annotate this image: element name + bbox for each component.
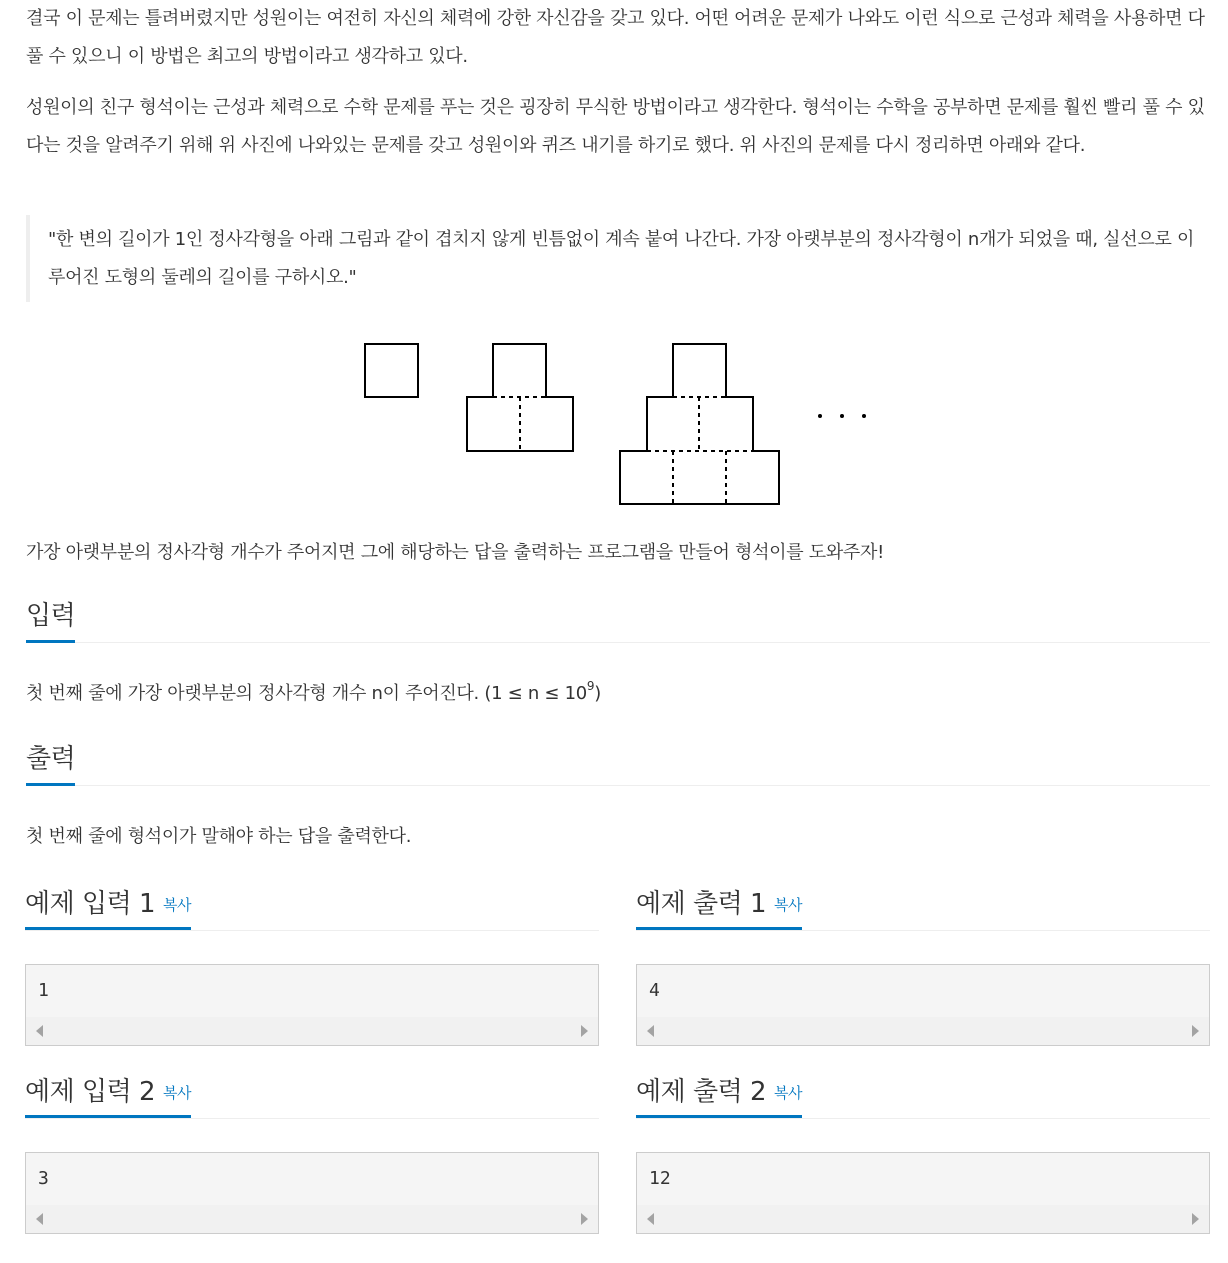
horizontal-scrollbar[interactable] <box>26 1017 598 1045</box>
problem-paragraph-1: 결국 이 문제는 틀려버렸지만 성원이는 여전히 자신의 체력에 강한 자신감을 갖고 있다. 어떤 어려운 문제가 나와도 이런 식으로 근성과 체력을 사용하면 다 풀 수 있으니 이 방법은 최고의 방법이라고 생각하고 있다. <box>26 8 1205 67</box>
output-section-header <box>26 739 1210 786</box>
problem-paragraph-2: 성원이의 친구 형석이는 근성과 체력으로 수학 문제를 푸는 것은 굉장히 무식한 방법이라고 생각한다. 형석이는 수학을 공부하면 문제를 훨씬 빨리 풀 수 있다는 것을 알려주기 위해 위 사진에 나와있는 문제를 갖고 성원이와 퀴즈 내기를 하기로 했다. 위 사진의 문제를 다시 정리하면 아래와 같다. <box>26 97 1205 156</box>
copy-button[interactable]: 복사 <box>774 896 803 914</box>
sample-input-1 <box>25 884 599 1001</box>
input-description-text: 첫 번째 줄에 가장 아랫부분의 정사각형 개수 n이 주어진다. (1 ≤ n ≤ 10 <box>26 683 587 704</box>
copy-button[interactable]: 복사 <box>163 1084 192 1102</box>
square-stack-diagram <box>26 330 1210 520</box>
horizontal-scrollbar[interactable] <box>637 1205 1209 1233</box>
input-section-title: 입력 <box>26 596 75 643</box>
scroll-left-icon[interactable] <box>647 1025 654 1037</box>
input-exponent: 9 <box>586 679 595 693</box>
sample-output-1-value: 4 <box>649 980 660 1001</box>
sample-output-1-header <box>636 884 1210 931</box>
ellipsis-dots <box>818 414 866 418</box>
sample-input-1-title: 예제 입력 1 <box>25 889 156 919</box>
square-stack-figure <box>26 330 1210 520</box>
scroll-left-icon[interactable] <box>647 1213 654 1225</box>
scroll-left-icon[interactable] <box>36 1025 43 1037</box>
scroll-right-icon[interactable] <box>581 1025 588 1037</box>
sample-input-2-box[interactable] <box>25 1152 599 1234</box>
input-description-close: ) <box>594 683 601 704</box>
sample-output-1-box[interactable] <box>636 964 1210 1046</box>
scroll-right-icon[interactable] <box>1192 1025 1199 1037</box>
sample-output-2-title: 예제 출력 2 <box>636 1077 767 1107</box>
sample-input-1-box[interactable] <box>25 964 599 1046</box>
problem-paragraph-3: 가장 아랫부분의 정사각형 개수가 주어지면 그에 해당하는 답을 출력하는 프로그램을 만들어 형석이를 도와주자! <box>26 542 885 563</box>
horizontal-scrollbar[interactable] <box>26 1205 598 1233</box>
sample-output-1-title: 예제 출력 1 <box>636 889 767 919</box>
sample-output-2-value: 12 <box>649 1168 671 1189</box>
sample-input-2-header <box>25 1072 599 1119</box>
copy-button[interactable]: 복사 <box>163 896 192 914</box>
scroll-left-icon[interactable] <box>36 1213 43 1225</box>
sample-output-2-box[interactable] <box>636 1152 1210 1234</box>
sample-output-2-header <box>636 1072 1210 1119</box>
scroll-right-icon[interactable] <box>1192 1213 1199 1225</box>
output-description: 첫 번째 줄에 형석이가 말해야 하는 답을 출력한다. <box>26 826 412 847</box>
sample-input-2-title: 예제 입력 2 <box>25 1077 156 1107</box>
input-section-header <box>26 596 1210 643</box>
input-description <box>26 675 1210 713</box>
scroll-right-icon[interactable] <box>581 1213 588 1225</box>
problem-quote <box>26 215 1210 302</box>
sample-input-2-value: 3 <box>38 1168 49 1189</box>
horizontal-scrollbar[interactable] <box>637 1017 1209 1045</box>
sample-output-1 <box>636 884 1210 1001</box>
sample-input-2 <box>25 1072 599 1189</box>
sample-input-1-value: 1 <box>38 980 49 1001</box>
copy-button[interactable]: 복사 <box>774 1084 803 1102</box>
quote-text: "한 변의 길이가 1인 정사각형을 아래 그림과 같이 겹치지 않게 빈틈없이 계속 붙여 나간다. 가장 아랫부분의 정사각형이 n개가 되었을 때, 실선으로 이루어진 도형의 둘레의 길이를 구하시오." <box>48 229 1195 288</box>
sample-output-2 <box>636 1072 1210 1189</box>
figure1-square <box>365 344 418 397</box>
sample-input-1-header <box>25 884 599 931</box>
output-section-title: 출력 <box>26 739 75 786</box>
